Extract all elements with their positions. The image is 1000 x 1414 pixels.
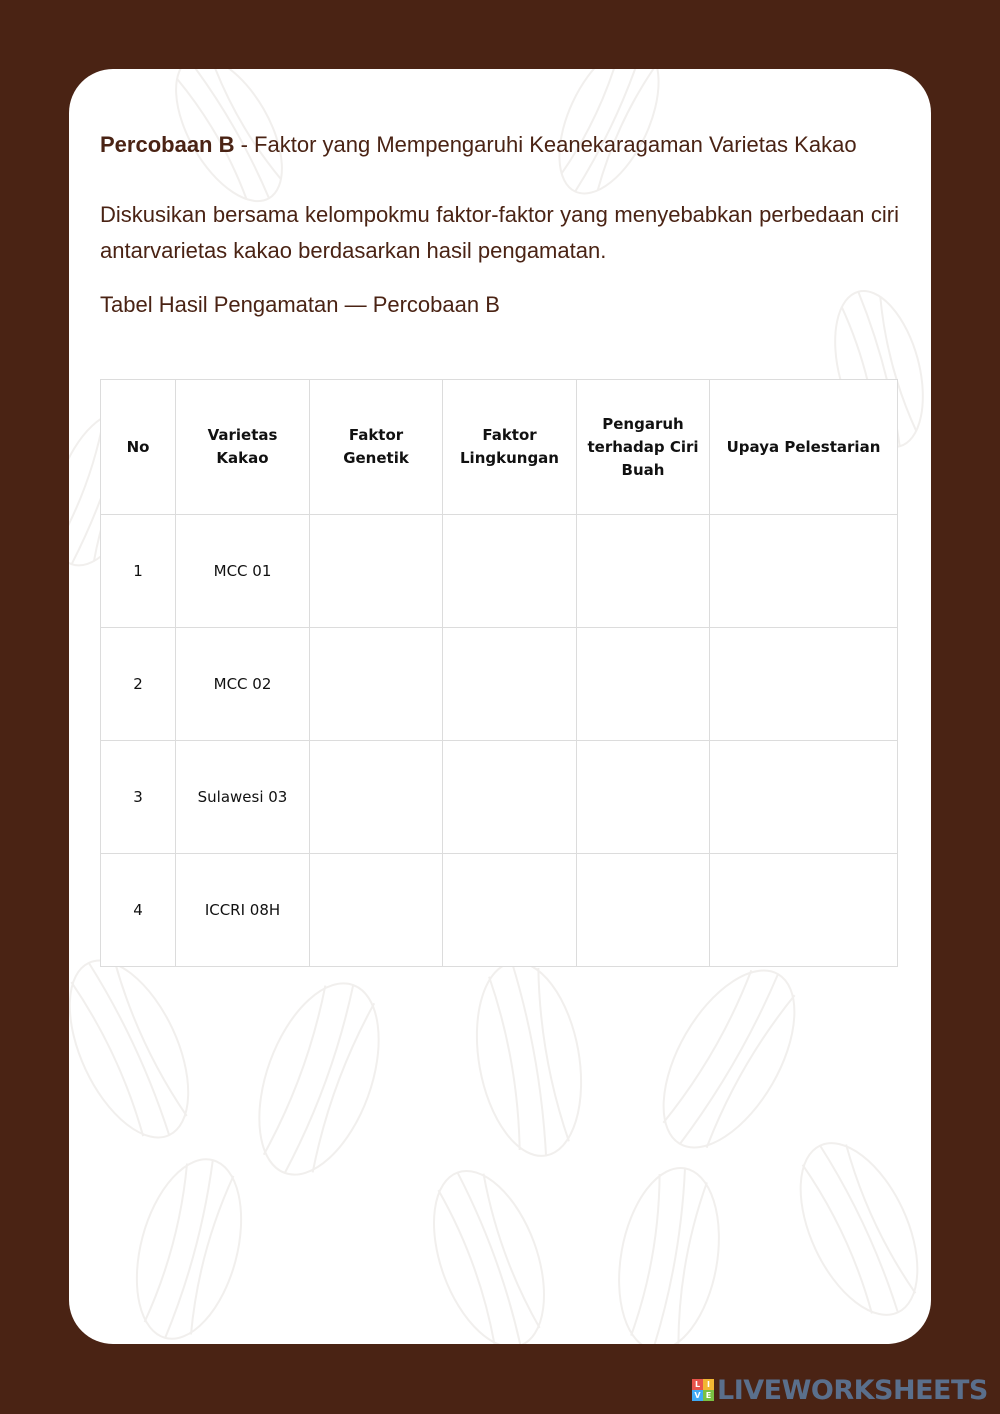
cell-faktor-genetik-input[interactable]: [310, 515, 443, 628]
table-row: [101, 741, 898, 854]
logo-letter-e: E: [703, 1390, 714, 1401]
cell-faktor-lingkungan-input[interactable]: [443, 741, 577, 854]
liveworksheets-watermark[interactable]: [692, 1376, 988, 1404]
header-varietas-kakao: Varietas Kakao: [176, 380, 310, 515]
header-pengaruh-ciri-buah: Pengaruh terhadap Ciri Buah: [577, 380, 710, 515]
header-no: No: [101, 380, 176, 515]
cell-varietas: Sulawesi 03: [176, 741, 310, 854]
table-row: [101, 628, 898, 741]
logo-letter-l: L: [692, 1379, 703, 1390]
cell-upaya-input[interactable]: [710, 515, 898, 628]
experiment-heading: [100, 127, 899, 163]
cell-varietas: MCC 01: [176, 515, 310, 628]
logo-letter-v: V: [692, 1390, 703, 1401]
cell-faktor-genetik-input[interactable]: [310, 628, 443, 741]
cell-varietas: MCC 02: [176, 628, 310, 741]
cell-upaya-input[interactable]: [710, 741, 898, 854]
cell-faktor-lingkungan-input[interactable]: [443, 854, 577, 967]
cell-no: 3: [101, 741, 176, 854]
cell-no: 4: [101, 854, 176, 967]
cell-upaya-input[interactable]: [710, 854, 898, 967]
cell-pengaruh-input[interactable]: [577, 515, 710, 628]
table-caption: Tabel Hasil Pengamatan — Percobaan B: [100, 292, 500, 317]
table-header-row: [101, 380, 898, 515]
liveworksheets-logo-icon: [692, 1379, 714, 1401]
cell-faktor-lingkungan-input[interactable]: [443, 515, 577, 628]
header-faktor-lingkungan: Faktor Lingkungan: [443, 380, 577, 515]
cell-faktor-genetik-input[interactable]: [310, 854, 443, 967]
cell-no: 1: [101, 515, 176, 628]
cell-faktor-lingkungan-input[interactable]: [443, 628, 577, 741]
cell-pengaruh-input[interactable]: [577, 854, 710, 967]
experiment-label: Percobaan B: [100, 132, 235, 157]
worksheet-card: [69, 69, 931, 1344]
logo-letter-i: I: [703, 1379, 714, 1390]
cell-upaya-input[interactable]: [710, 628, 898, 741]
worksheet-content: [100, 127, 899, 919]
cell-pengaruh-input[interactable]: [577, 628, 710, 741]
header-faktor-genetik: Faktor Genetik: [310, 380, 443, 515]
cell-no: 2: [101, 628, 176, 741]
cell-varietas: ICCRI 08H: [176, 854, 310, 967]
experiment-title: - Faktor yang Mempengaruhi Keanekaragaman Varietas Kakao: [234, 132, 857, 157]
watermark-text: LIVEWORKSHEETS: [717, 1374, 988, 1406]
cell-pengaruh-input[interactable]: [577, 741, 710, 854]
table-row: [101, 854, 898, 967]
instruction-text: Diskusikan bersama kelompokmu faktor-faktor yang menyebabkan perbedaan ciri antarvarietas kakao berdasarkan hasil pengamatan.: [100, 202, 899, 263]
observation-table: [100, 379, 898, 967]
table-row: [101, 515, 898, 628]
cell-faktor-genetik-input[interactable]: [310, 741, 443, 854]
header-upaya-pelestarian: Upaya Pelestarian: [710, 380, 898, 515]
